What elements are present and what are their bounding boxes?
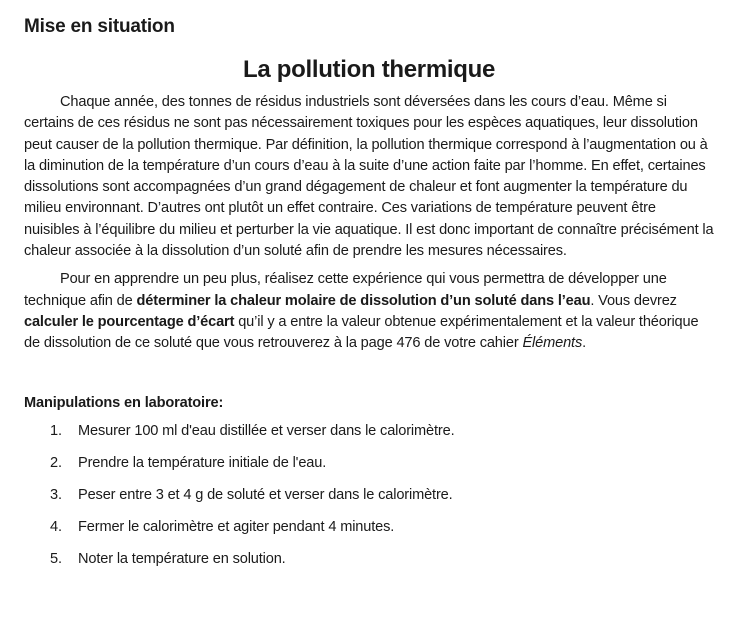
list-item xyxy=(24,549,714,570)
objective-bold-2: calculer le pourcentage d’écart xyxy=(24,313,235,330)
list-item xyxy=(24,517,714,538)
step-text: Peser entre 3 et 4 g de soluté et verser dans le calorimètre. xyxy=(78,486,453,503)
objective-text-3: qu’il y a entre la valeur obtenue expérimentalement et la valeur théorique de dissolution de ce soluté que vous retrouverez à la page 476 de votre cahier xyxy=(24,313,699,352)
lab-heading: Manipulations en laboratoire: xyxy=(24,394,224,411)
objective-text-2: . Vous devrez xyxy=(590,292,677,309)
intro-paragraph: Chaque année, des tonnes de résidus industriels sont déversées dans les cours d’eau. Même si certains de ces résidus ne sont pas nécessairement toxiques pour les espèces aquatiques, leur dissolution peut causer de la pollution thermique. Par définition, la pollution thermique correspond à l’augmentation ou à la diminution de la température d’un cours d’eau à la suite d’une action faite par l’homme. En effet, certaines dissolutions sont accompagnées d’un grand dégagement de chaleur et font augmenter la température du milieu environnant. D’autres ont plutôt un effet contraire. Ces variations de température peuvent être nuisibles à l’équilibre du milieu et perturber la vie aquatique. Il est donc important de connaître précisément la chaleur associée à la dissolution d’un soluté afin de prendre les mesures nécessaires. xyxy=(24,94,714,260)
document-page xyxy=(24,16,714,581)
steps-list xyxy=(24,421,714,570)
step-text: Noter la température en solution. xyxy=(78,550,286,567)
list-item xyxy=(24,453,714,474)
page-title: La pollution thermique xyxy=(242,56,496,83)
step-number: 5. xyxy=(50,550,62,567)
step-number: 2. xyxy=(50,454,62,471)
step-number: 4. xyxy=(50,518,62,535)
step-text: Fermer le calorimètre et agiter pendant 4 minutes. xyxy=(78,518,395,535)
step-number: 3. xyxy=(50,486,62,503)
book-title: Éléments xyxy=(522,335,583,352)
objective-text-1: Pour en apprendre un peu plus, réalisez cette expérience qui vous permettra de développer une technique afin de xyxy=(24,271,667,309)
objective-bold-1: déterminer la chaleur molaire de dissolution d’un soluté dans l’eau xyxy=(136,292,591,309)
objective-paragraph xyxy=(24,269,714,354)
step-number: 1. xyxy=(50,422,62,439)
step-text: Prendre la température initiale de l'eau. xyxy=(78,454,327,471)
list-item xyxy=(24,485,714,506)
step-text: Mesurer 100 ml d'eau distillée et verser dans le calorimètre. xyxy=(78,422,455,439)
objective-text-4: . xyxy=(582,335,586,352)
section-heading: Mise en situation xyxy=(24,16,175,37)
list-item xyxy=(24,421,714,442)
